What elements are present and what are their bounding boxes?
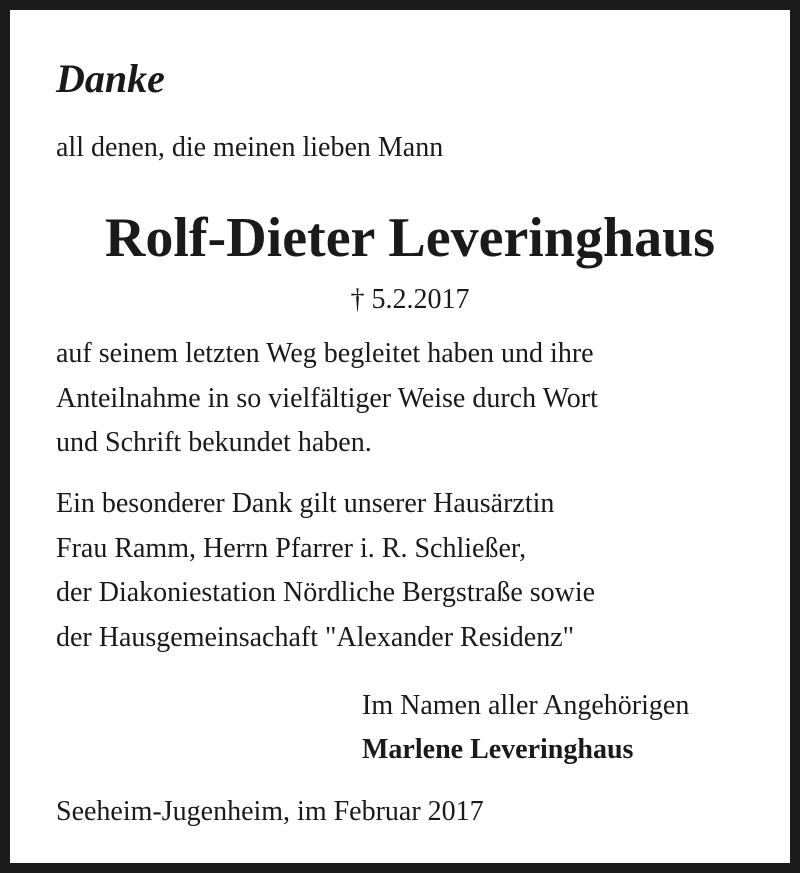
heading-danke: Danke (56, 56, 165, 101)
thanks-paragraph (56, 332, 776, 466)
place-and-date: Seeheim-Jugenheim, im Februar 2017 (56, 796, 484, 827)
paragraph-line: und Schrift bekundet haben. (56, 427, 372, 458)
special-thanks-paragraph (56, 482, 776, 660)
paragraph-line: Anteilnahme in so vielfältiger Weise durch Wort (56, 382, 598, 414)
signature-line: Im Namen aller Angehörigen (362, 690, 690, 721)
signature-block (362, 684, 689, 772)
paragraph-line: der Diakoniestation Nördliche Bergstraße sowie (56, 577, 596, 608)
intro-line: all denen, die meinen lieben Mann (56, 132, 444, 163)
paragraph-line: der Hausgemeinsachaft "Alexander Residenz" (56, 621, 575, 653)
paragraph-line: Frau Ramm, Herrn Pfarrer i. R. Schließer, (56, 532, 527, 564)
paragraph-line: auf seinem letzten Weg begleitet haben und ihre (56, 338, 594, 369)
paragraph-line: Ein besonderer Dank gilt unserer Hausärztin (56, 488, 555, 519)
deceased-name: Rolf-Dieter Leveringhaus (104, 207, 716, 269)
signer-name: Marlene Leveringhaus (362, 734, 634, 765)
death-date: † 5.2.2017 (350, 284, 470, 315)
